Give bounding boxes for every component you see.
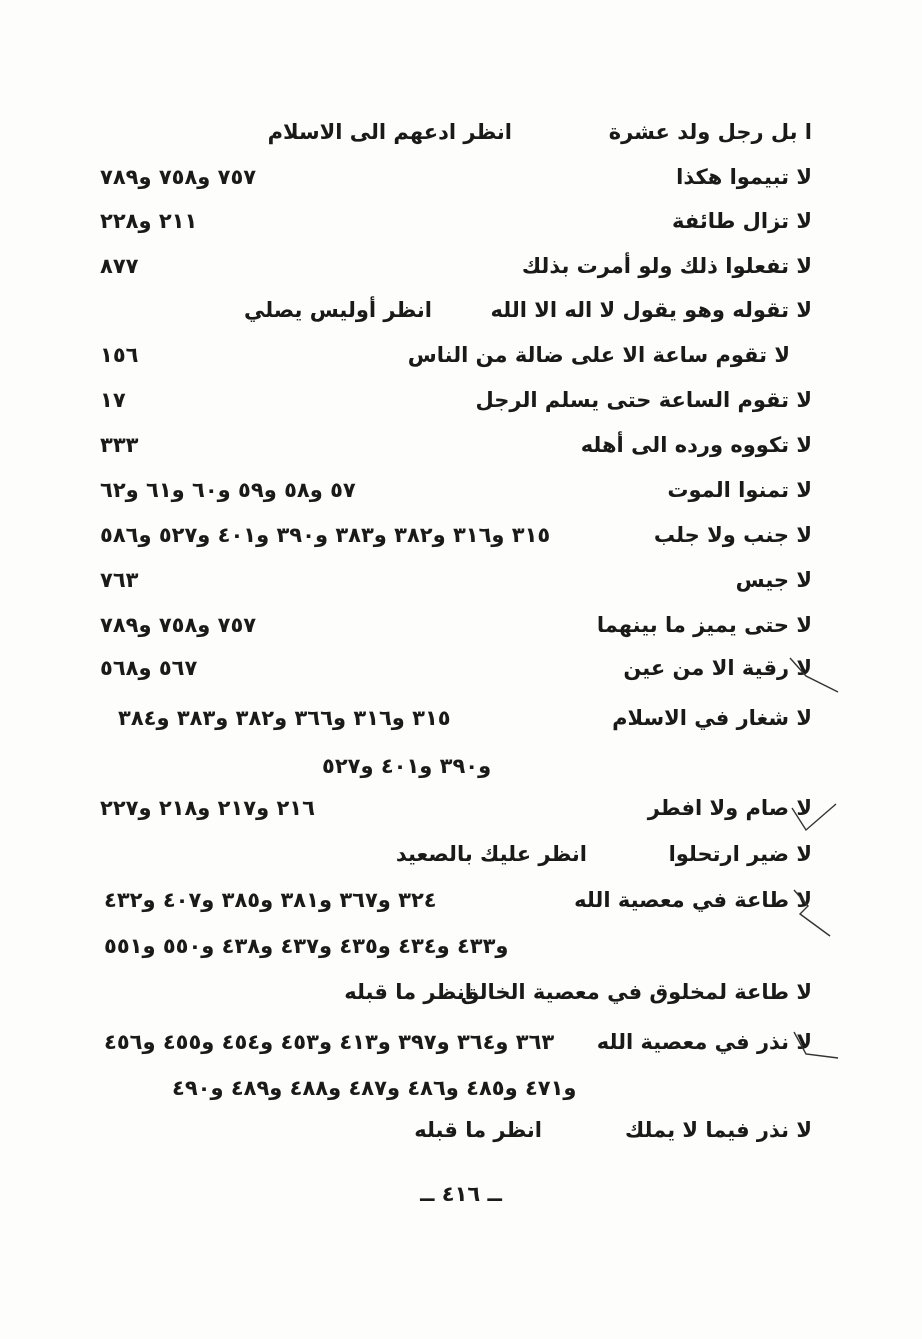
entry-term: لا نذر فيما لا يملك	[624, 1118, 812, 1142]
entry-cross-reference: انظر ادعهم الى الاسلام	[267, 120, 512, 144]
entry-page-refs: ٢١١ و٢٢٨	[100, 209, 198, 233]
index-entry	[100, 425, 812, 465]
entry-page-refs: ٣٦٣ و٣٦٤ و٣٩٧ و٤١٣ و٤٥٣ و٤٥٤ و٤٥٥ و٤٥٦	[104, 1030, 555, 1054]
index-entry	[100, 972, 812, 1012]
entry-page-refs: ٣١٥ و٣١٦ و٣٨٢ و٣٨٣ و٣٩٠ و٤٠١ و٥٢٧ و٥٨٦	[100, 523, 551, 547]
page-number: ــ ٤١٦ ــ	[420, 1182, 502, 1206]
index-entry	[100, 470, 812, 510]
entry-term: لا تبيموا هكذا	[676, 165, 812, 189]
entry-term: لا تقوم الساعة حتى يسلم الرجل	[475, 388, 812, 412]
entry-term: لا جيس	[735, 568, 812, 592]
entry-page-refs: ٧٦٣	[100, 568, 139, 592]
index-entry	[100, 290, 812, 330]
entry-page-refs-continued: و٤٧١ و٤٨٥ و٤٨٦ و٤٨٧ و٤٨٨ و٤٨٩ و٤٩٠	[172, 1076, 577, 1100]
entry-term: لا ضير ارتحلوا	[668, 842, 812, 866]
entry-cross-reference: انظر ما قبله	[344, 980, 472, 1004]
entry-term: لا تمنوا الموت	[667, 478, 812, 502]
index-entry	[100, 788, 812, 828]
entry-page-refs-continued: و٤٣٣ و٤٣٤ و٤٣٥ و٤٣٧ و٤٣٨ و٥٥٠ و٥٥١	[104, 934, 509, 958]
entry-page-refs-continued: و٣٩٠ و٤٠١ و٥٢٧	[322, 754, 492, 778]
entry-page-refs: ١٥٦	[100, 343, 139, 367]
entry-page-refs: ١٧	[100, 388, 126, 412]
pen-tick-mark	[790, 796, 840, 836]
entry-term: لا طاعة لمخلوق في معصية الخالق	[460, 980, 812, 1004]
index-entry	[100, 246, 812, 286]
index-entry	[100, 335, 812, 375]
entry-term: لا جنب ولا جلب	[653, 523, 812, 547]
entry-cross-reference: انظر أوليس يصلي	[243, 298, 432, 322]
index-entry	[100, 201, 812, 241]
index-entry	[100, 560, 812, 600]
entry-page-refs: ٣٢٤ و٣٦٧ و٣٨١ و٣٨٥ و٤٠٧ و٤٣٢	[104, 888, 437, 912]
index-entry	[100, 834, 812, 874]
entry-term: لا تقوله وهو يقول لا اله الا الله	[490, 298, 812, 322]
entry-cross-reference: انظر عليك بالصعيد	[395, 842, 587, 866]
index-entry	[100, 648, 812, 688]
entry-term: لا حتى يميز ما بينهما	[596, 613, 812, 637]
pen-tick-mark	[792, 1026, 842, 1066]
index-entry	[100, 880, 812, 920]
entry-page-refs: ٧٥٧ و٧٥٨ و٧٨٩	[100, 165, 257, 189]
index-entry	[100, 605, 812, 645]
entry-term: لا تكووه ورده الى أهله	[580, 433, 812, 457]
entry-term: لا تقوم ساعة الا على ضالة من الناس	[407, 343, 790, 367]
entry-term: لا شغار في الاسلام	[612, 706, 812, 730]
entry-term: ا بل رجل ولد عشرة	[608, 120, 812, 144]
index-entry	[100, 157, 812, 197]
entry-term: لا نذر في معصية الله	[596, 1030, 812, 1054]
entry-term: لا تفعلوا ذلك ولو أمرت بذلك	[521, 254, 812, 278]
entry-page-refs: ٣١٥ و٣١٦ و٣٦٦ و٣٨٢ و٣٨٣ و٣٨٤	[118, 706, 451, 730]
index-entry	[100, 1110, 812, 1150]
index-entry	[100, 698, 812, 738]
entry-page-refs: ٨٧٧	[100, 254, 139, 278]
entry-page-refs: ٥٧ و٥٨ و٥٩ و٦٠ و٦١ و٦٢	[100, 478, 356, 502]
index-entry	[100, 515, 812, 555]
index-entry	[100, 380, 812, 420]
entry-term: لا تزال طائفة	[671, 209, 812, 233]
index-entry	[100, 1022, 812, 1062]
entry-term: لا طاعة في معصية الله	[574, 888, 812, 912]
entry-page-refs: ٣٣٣	[100, 433, 139, 457]
entry-page-refs: ٥٦٧ و٥٦٨	[100, 656, 198, 680]
entry-page-refs: ٢١٦ و٢١٧ و٢١٨ و٢٢٧	[100, 796, 315, 820]
pen-tick-mark	[790, 884, 840, 940]
entry-page-refs: ٧٥٧ و٧٥٨ و٧٨٩	[100, 613, 257, 637]
pen-tick-mark	[786, 648, 846, 698]
entry-cross-reference: انظر ما قبله	[414, 1118, 542, 1142]
entry-term: لا صام ولا افطر	[647, 796, 812, 820]
entry-term: لا رقية الا من عين	[623, 656, 812, 680]
index-entry	[100, 112, 812, 152]
